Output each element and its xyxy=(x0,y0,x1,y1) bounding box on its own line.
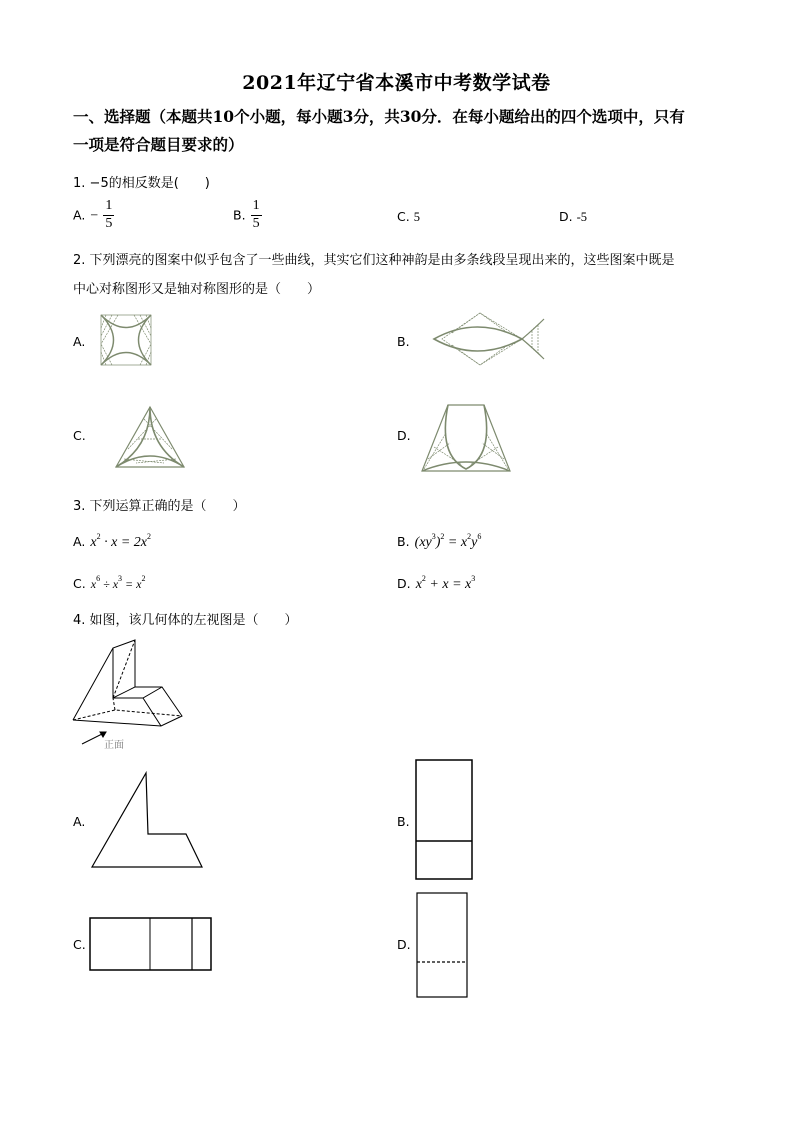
question-1 xyxy=(73,172,210,191)
question-text: 下列运算正确的是（ ） xyxy=(89,499,246,514)
question-text-line2: 中心对称图形又是轴对称图形的是（ ） xyxy=(73,282,321,297)
q2-option-c-label[interactable]: C. xyxy=(73,428,86,443)
q3-option-b[interactable] xyxy=(397,531,481,551)
q1-option-b[interactable] xyxy=(233,198,262,232)
trapezoid-string-art-icon xyxy=(420,403,512,473)
fraction: $\frac{1}{5}$ xyxy=(252,198,260,231)
3d-solid-figure-icon xyxy=(70,636,190,756)
q4-geometry-figure xyxy=(70,636,190,756)
q4-option-a-label[interactable]: A. xyxy=(73,814,86,829)
q1-option-c[interactable] xyxy=(397,209,420,225)
square-string-art-icon xyxy=(100,314,152,366)
q1-option-a[interactable] xyxy=(73,198,114,232)
option-value: 5 xyxy=(413,210,420,224)
option-label: A. xyxy=(73,534,86,549)
question-3 xyxy=(73,495,246,514)
q4-option-d-label[interactable]: D. xyxy=(397,937,411,952)
q2-option-c-figure[interactable] xyxy=(114,405,186,469)
q4-option-c-label[interactable]: C. xyxy=(73,937,86,952)
option-label: C. xyxy=(73,576,86,591)
wide-rectangle-two-dividers-icon xyxy=(89,917,212,972)
question-2 xyxy=(73,246,733,304)
q2-option-a-label[interactable]: A. xyxy=(73,334,86,349)
section-heading-line2: 一项是符合题目要求的） xyxy=(73,135,244,154)
q4-option-b-figure[interactable] xyxy=(415,759,473,880)
section-heading-line1: 一、选择题（本题共10个小题，每小题3分，共30分．在每小题给出的四个选项中，只有 xyxy=(73,107,685,126)
question-number: 4. xyxy=(73,613,86,628)
q2-option-d-figure[interactable] xyxy=(420,403,512,473)
l-shaped-polygon-icon xyxy=(90,771,204,869)
option-label: A. xyxy=(73,207,86,223)
option-label: C. xyxy=(397,209,410,224)
q3-option-c[interactable] xyxy=(73,573,145,592)
question-text: −5的相反数是( ) xyxy=(89,176,210,191)
math-expression: $x^2 + x = x^3$ xyxy=(415,574,476,592)
q4-option-d-figure[interactable] xyxy=(416,892,468,998)
q3-option-a[interactable] xyxy=(73,531,151,551)
page-title: 2021年辽宁省本溪市中考数学试卷 xyxy=(242,72,551,94)
q4-option-c-figure[interactable] xyxy=(89,917,212,972)
q2-option-d-label[interactable]: D. xyxy=(397,428,411,443)
minus-sign: − xyxy=(90,208,99,224)
option-label: D. xyxy=(397,576,411,591)
math-expression: $x^2 \cdot x = 2x^2$ xyxy=(90,532,151,550)
question-number: 1. xyxy=(73,176,86,191)
section-heading xyxy=(73,103,733,159)
q1-option-d[interactable] xyxy=(559,209,587,225)
q2-option-b-figure[interactable] xyxy=(432,311,550,367)
option-label: B. xyxy=(397,534,410,549)
q2-option-a-figure[interactable] xyxy=(100,314,152,366)
triangle-string-art-icon xyxy=(114,405,186,469)
question-text-line1: 下列漂亮的图案中似乎包含了一些曲线，其实它们这种神韵是由多条线段呈现出来的，这些图案中既是 xyxy=(89,253,675,268)
front-view-label: 正面 xyxy=(104,740,124,751)
math-expression: $(xy^3)^2 = x^2y^6$ xyxy=(414,532,482,550)
q4-option-b-label[interactable]: B. xyxy=(397,814,410,829)
option-label: D. xyxy=(559,209,573,224)
q2-option-b-label[interactable]: B. xyxy=(397,334,410,349)
option-label: B. xyxy=(233,207,246,223)
fraction: $\frac{1}{5}$ xyxy=(105,198,113,231)
question-text: 如图，该几何体的左视图是（ ） xyxy=(89,613,298,628)
q3-option-d[interactable] xyxy=(397,573,475,593)
option-value: -5 xyxy=(576,210,588,224)
tall-rectangle-dashed-divider-icon xyxy=(416,892,468,998)
tall-rectangle-solid-divider-icon xyxy=(415,759,473,880)
math-expression: $x^6 \div x^3 = x^2$ xyxy=(90,574,146,591)
question-number: 3. xyxy=(73,499,86,514)
q4-option-a-figure[interactable] xyxy=(90,771,204,869)
fish-string-art-icon xyxy=(432,311,550,367)
question-number: 2. xyxy=(73,253,86,268)
question-4 xyxy=(73,609,298,628)
